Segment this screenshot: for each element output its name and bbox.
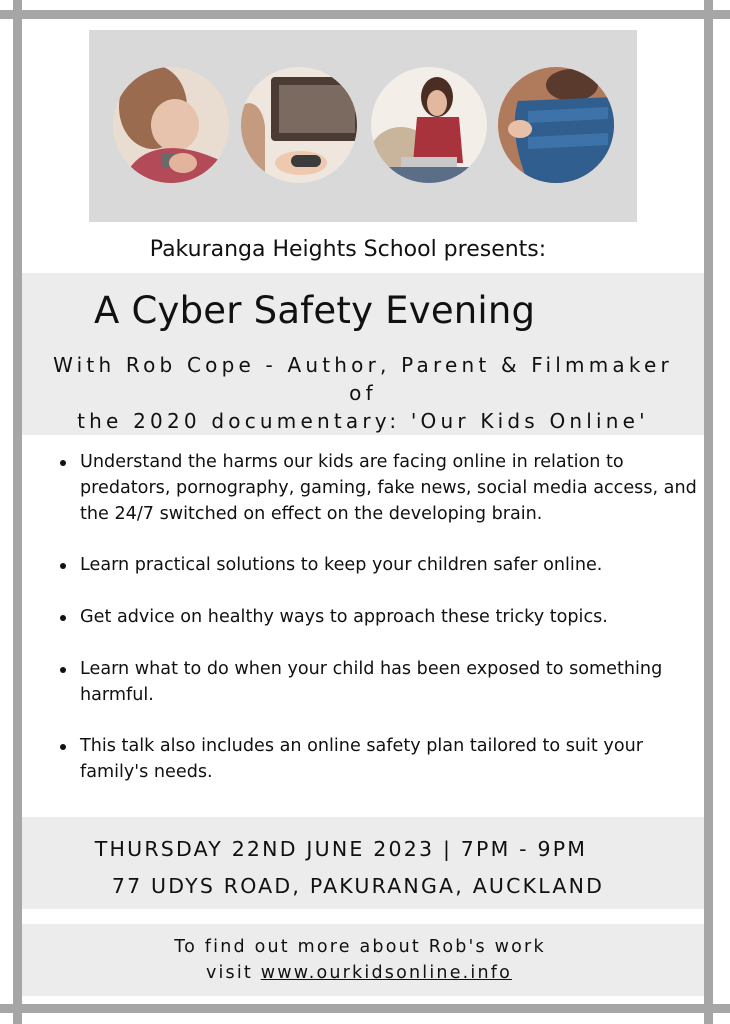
more-info-text: To find out more about Rob's work xyxy=(174,937,546,957)
photo-girl-with-laptop xyxy=(371,67,487,183)
more-info-band xyxy=(22,924,704,996)
list-item: Get advice on healthy ways to approach these tricky topics. xyxy=(60,604,700,630)
list-item: Learn what to do when your child has been exposed to something harmful. xyxy=(60,656,700,708)
subtitle-line-2: of xyxy=(349,381,377,405)
list-item: This talk also includes an online safety plan tailored to suit your family's needs. xyxy=(60,733,700,785)
visit-prefix: visit xyxy=(205,963,253,983)
frame-top-border xyxy=(0,10,730,19)
visit-line xyxy=(18,960,700,986)
presenter-line xyxy=(0,228,730,272)
title-band xyxy=(22,273,704,435)
subtitle-line-3: the 2020 documentary: 'Our Kids Online' xyxy=(77,409,649,433)
event-details-band xyxy=(22,817,704,909)
event-subtitle xyxy=(22,351,704,435)
photo-girl-with-phone xyxy=(113,67,229,183)
event-address: 77 UDYS ROAD, PAKURANGA, AUCKLAND xyxy=(111,874,605,898)
event-title: A Cyber Safety Evening xyxy=(94,289,536,332)
event-datetime: THURSDAY 22ND JUNE 2023 | 7PM - 9PM xyxy=(94,837,588,861)
topics-list xyxy=(60,449,700,785)
website-link[interactable]: www.ourkidsonline.info xyxy=(260,963,513,983)
list-item: Understand the harms our kids are facing online in relation to predators, pornography, gaming, fake news, social media access, and the 24/7 switched on effect on the developing brain. xyxy=(60,449,700,527)
photo-panel xyxy=(89,30,637,222)
frame-bottom-border xyxy=(0,1004,730,1013)
list-item: Learn practical solutions to keep your children safer online. xyxy=(60,552,700,578)
frame-right-border xyxy=(704,0,713,1024)
photo-child-on-tablet xyxy=(498,67,614,183)
subtitle-line-1: With Rob Cope - Author, Parent & Filmmaker xyxy=(53,353,673,377)
presents-text: Pakuranga Heights School presents: xyxy=(149,237,547,262)
photo-boy-gaming xyxy=(241,67,357,183)
